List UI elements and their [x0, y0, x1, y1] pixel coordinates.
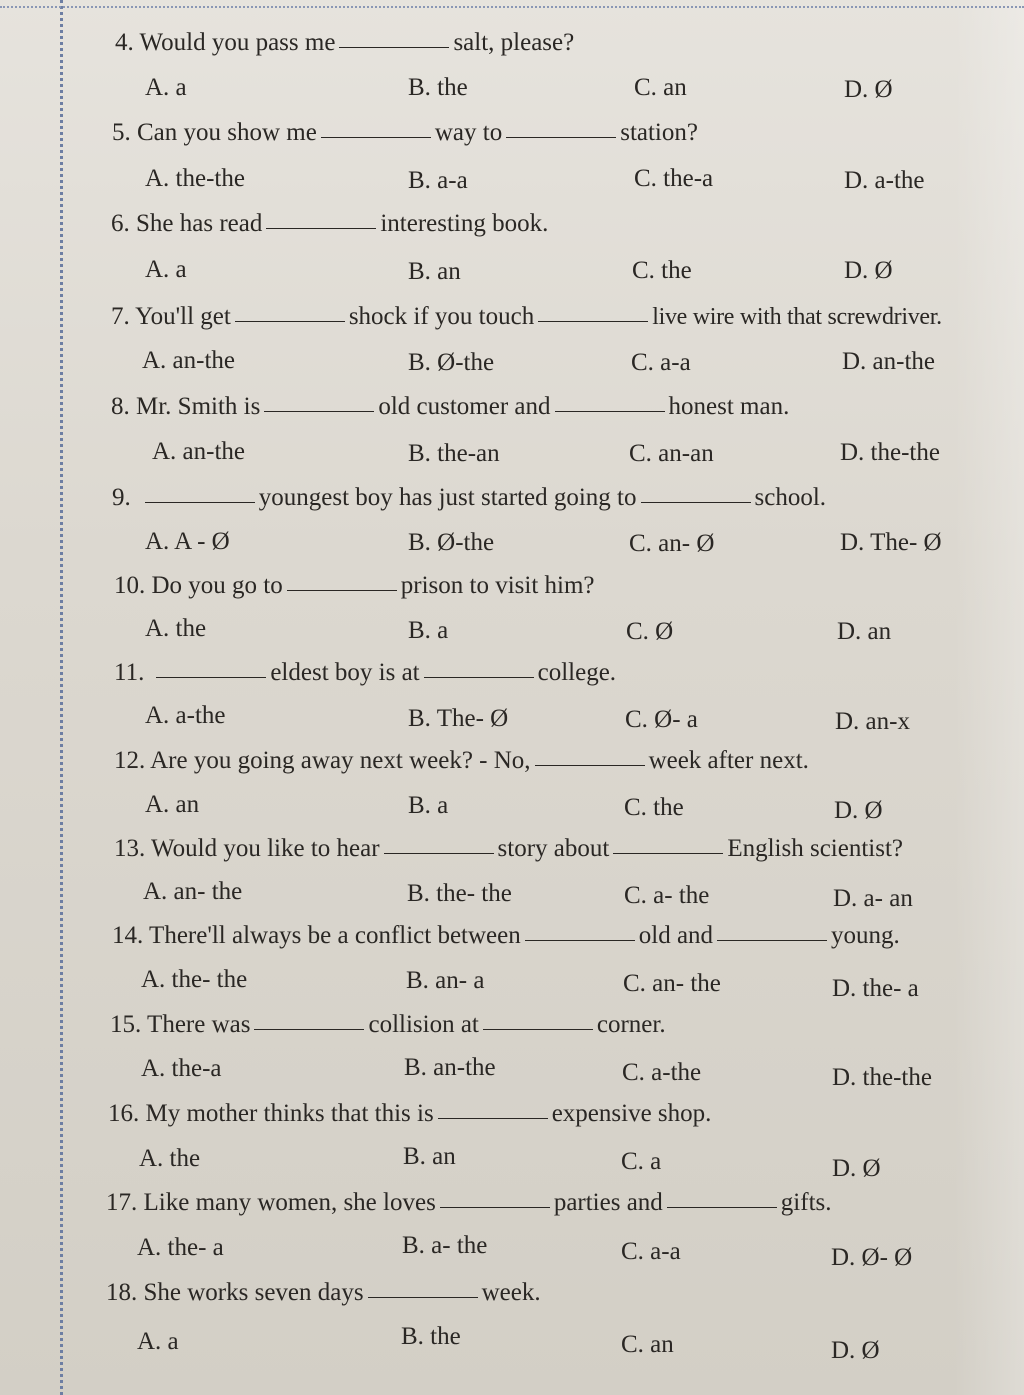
- option-b: B. a: [408, 792, 449, 819]
- question-8-stem: [111, 392, 789, 422]
- option-d: D. an: [837, 618, 892, 645]
- show-through-shading: [954, 0, 1024, 1395]
- stem-part: old and: [638, 922, 714, 949]
- option-a: A. the-the: [145, 165, 245, 192]
- stem-part: 12. Are you going away next week? - No,: [114, 747, 531, 774]
- option-a: A. an-the: [152, 438, 246, 465]
- option-b: B. The- Ø: [408, 705, 509, 732]
- question-16-stem: [108, 1099, 711, 1129]
- option-a: A. the- a: [137, 1234, 224, 1261]
- stem-part: English scientist?: [727, 835, 904, 862]
- answer-blank: [525, 939, 635, 941]
- stem-part: 17. Like many women, she loves: [106, 1189, 436, 1216]
- option-b: B. Ø-the: [408, 529, 495, 556]
- answer-blank: [535, 764, 645, 766]
- question-15-stem: [110, 1010, 666, 1040]
- answer-blank: [384, 852, 494, 854]
- question-13-stem: [114, 834, 903, 864]
- stem-part: 5. Can you show me: [112, 119, 317, 146]
- question-14-stem: [112, 921, 900, 951]
- option-d: D. Ø- Ø: [831, 1244, 913, 1271]
- stem-part: collision at: [368, 1011, 479, 1038]
- stem-part: prison to visit him?: [400, 572, 595, 599]
- question-4-stem: [115, 28, 574, 58]
- option-b: B. a: [408, 617, 449, 644]
- option-a: A. a: [145, 256, 187, 283]
- stem-part: eldest boy is at: [270, 659, 420, 686]
- answer-blank: [287, 589, 397, 591]
- option-c: C. a: [621, 1148, 662, 1175]
- option-a: A. a: [145, 74, 187, 101]
- stem-part: 13. Would you like to hear: [114, 835, 380, 862]
- option-c: C. an-an: [629, 440, 714, 467]
- option-a: A. A - Ø: [145, 528, 230, 555]
- stem-part: shock if you touch: [348, 303, 535, 330]
- option-d: D. a-the: [844, 167, 925, 194]
- stem-part: week after next.: [648, 747, 809, 774]
- answer-blank: [483, 1028, 593, 1030]
- option-a: A. the-a: [141, 1055, 222, 1082]
- stem-part: 14. There'll always be a conflict between: [112, 922, 521, 949]
- option-a: A. a: [137, 1328, 179, 1355]
- option-c: C. the: [624, 794, 684, 821]
- answer-blank: [254, 1028, 364, 1030]
- option-b: B. Ø-the: [408, 349, 495, 376]
- stem-part: honest man.: [668, 393, 790, 420]
- stem-part: young.: [831, 922, 900, 949]
- answer-blank: [321, 136, 431, 138]
- answer-blank: [717, 939, 827, 941]
- option-d: D. an-x: [835, 708, 910, 735]
- answer-blank: [506, 136, 616, 138]
- question-9-stem: [112, 483, 826, 513]
- answer-blank: [613, 852, 723, 854]
- option-b: B. the: [408, 74, 468, 101]
- option-d: D. Ø: [831, 1337, 880, 1364]
- answer-blank: [266, 227, 376, 229]
- stem-part: 9.: [112, 484, 131, 511]
- option-c: C. an: [634, 74, 687, 101]
- stem-part: old customer and: [378, 393, 551, 420]
- option-a: A. an: [145, 791, 200, 818]
- option-d: D. Ø: [832, 1155, 881, 1182]
- option-c: C. the: [632, 257, 692, 284]
- answer-blank: [235, 320, 345, 322]
- option-a: A. the: [139, 1145, 201, 1172]
- stem-part: parties and: [553, 1189, 663, 1216]
- question-12-stem: [114, 746, 809, 776]
- option-d: D. an-the: [842, 348, 936, 375]
- question-10-stem: [114, 571, 595, 601]
- option-d: D. The- Ø: [840, 529, 942, 556]
- stem-part: 6. She has read: [111, 210, 263, 237]
- option-c: C. Ø: [626, 618, 674, 645]
- option-b: B. the-an: [408, 440, 500, 467]
- stem-part: 4. Would you pass me: [115, 29, 336, 56]
- option-d: D. a- an: [833, 885, 913, 912]
- answer-blank: [641, 501, 751, 503]
- question-6-stem: [111, 209, 548, 239]
- option-b: B. the- the: [407, 880, 512, 907]
- answer-blank: [555, 410, 665, 412]
- answer-blank: [440, 1206, 550, 1208]
- option-c: C. an- Ø: [629, 530, 715, 557]
- stem-part: interesting book.: [380, 210, 549, 237]
- option-c: C. a- the: [624, 882, 710, 909]
- option-d: D. Ø: [844, 76, 893, 103]
- option-c: C. an- the: [623, 970, 721, 997]
- stem-part: 18. She works seven days: [106, 1279, 364, 1306]
- stem-part: gifts.: [780, 1189, 832, 1216]
- option-d: D. the-the: [840, 439, 940, 466]
- option-b: B. an: [408, 258, 461, 285]
- question-7-stem: [111, 302, 942, 332]
- option-a: A. the: [145, 615, 207, 642]
- option-a: A. the- the: [141, 966, 248, 993]
- answer-blank: [538, 320, 648, 322]
- option-d: D. the- a: [832, 975, 919, 1002]
- option-b: B. an- a: [406, 967, 485, 994]
- stem-part: expensive shop.: [551, 1100, 712, 1127]
- question-18-stem: [106, 1278, 541, 1308]
- option-c: C. an: [621, 1331, 674, 1358]
- option-c: C. a-a: [621, 1238, 681, 1265]
- option-d: D. the-the: [832, 1064, 932, 1091]
- option-d: D. Ø: [834, 797, 883, 824]
- question-17-stem: [106, 1188, 832, 1218]
- answer-blank: [438, 1117, 548, 1119]
- stem-part: school.: [754, 484, 827, 511]
- option-d: D. Ø: [844, 257, 893, 284]
- stem-part: live wire with that screwdriver.: [652, 304, 942, 330]
- stem-part: youngest boy has just started going to: [258, 484, 637, 511]
- stem-part: college.: [537, 659, 617, 686]
- option-b: B. the: [401, 1323, 461, 1350]
- answer-blank: [424, 676, 534, 678]
- option-c: C. a-the: [622, 1059, 702, 1086]
- answer-blank: [667, 1206, 777, 1208]
- stem-part: 10. Do you go to: [114, 572, 283, 599]
- option-c: C. the-a: [634, 165, 714, 192]
- question-11-stem: [114, 658, 616, 688]
- stem-part: 7. You'll get: [111, 303, 231, 330]
- stem-part: 15. There was: [110, 1011, 251, 1038]
- option-c: C. a-a: [631, 349, 691, 376]
- stem-part: 16. My mother thinks that this is: [108, 1100, 434, 1127]
- stem-part: way to: [434, 119, 503, 146]
- stem-part: week.: [481, 1279, 541, 1306]
- stem-part: story about: [497, 835, 610, 862]
- answer-blank: [368, 1296, 478, 1298]
- answer-blank: [264, 410, 374, 412]
- option-c: C. Ø- a: [625, 706, 698, 733]
- stem-part: station?: [620, 119, 698, 146]
- option-a: A. an- the: [143, 878, 243, 905]
- answer-blank: [156, 676, 266, 678]
- option-b: B. a-a: [408, 167, 468, 194]
- option-a: A. a-the: [145, 702, 226, 729]
- stem-part: salt, please?: [453, 29, 575, 56]
- option-b: B. an: [403, 1143, 456, 1170]
- stem-part: corner.: [596, 1011, 666, 1038]
- question-5-stem: [112, 118, 698, 148]
- answer-blank: [339, 46, 449, 48]
- stem-part: 11.: [114, 659, 145, 686]
- answer-blank: [145, 501, 255, 503]
- option-b: B. a- the: [402, 1232, 488, 1259]
- stem-part: 8. Mr. Smith is: [111, 393, 261, 420]
- option-a: A. an-the: [142, 347, 236, 374]
- option-b: B. an-the: [404, 1054, 496, 1081]
